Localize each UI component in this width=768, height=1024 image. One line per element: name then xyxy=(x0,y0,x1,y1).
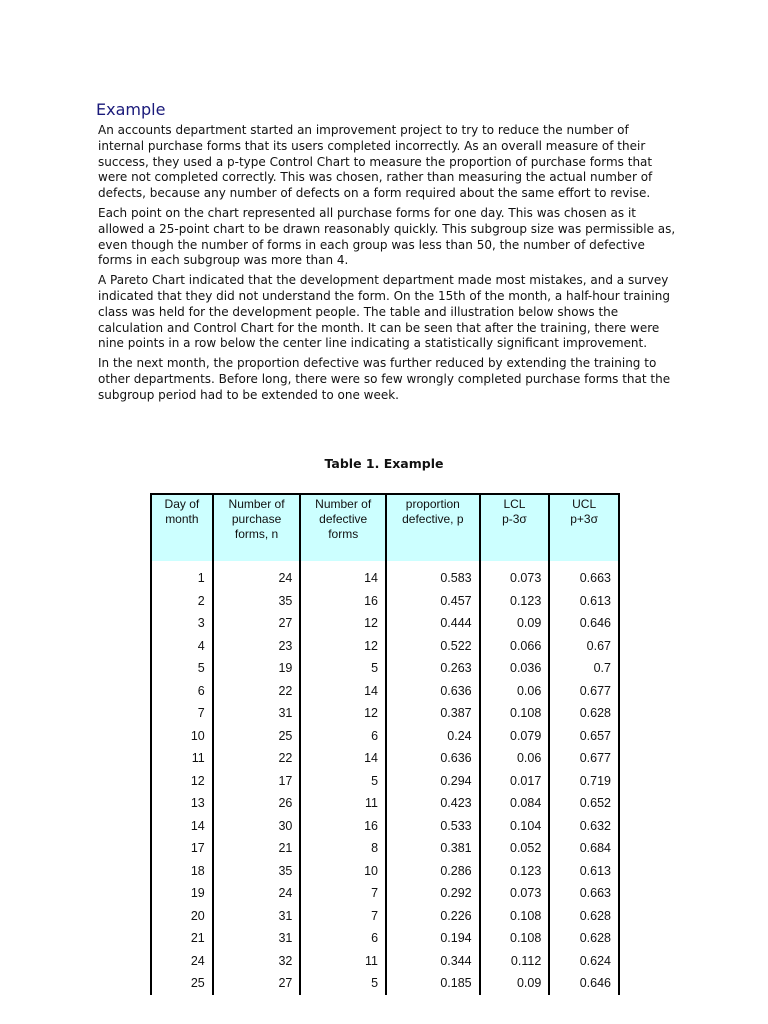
table-row xyxy=(151,680,619,703)
table-cell: 32 xyxy=(213,950,301,973)
column-header-line: UCL xyxy=(572,497,597,511)
table-cell: 0.344 xyxy=(386,950,480,973)
table-row xyxy=(151,950,619,973)
table-cell: 7 xyxy=(151,702,213,725)
table-cell: 14 xyxy=(300,747,386,770)
table-cell: 0.286 xyxy=(386,860,480,883)
table-cell: 0.294 xyxy=(386,770,480,793)
table-cell: 25 xyxy=(213,725,301,748)
table-cell: 0.073 xyxy=(480,561,550,590)
table-cell: 0.104 xyxy=(480,815,550,838)
table-cell: 11 xyxy=(300,950,386,973)
table-cell: 0.636 xyxy=(386,747,480,770)
table-cell: 0.646 xyxy=(549,612,619,635)
column-header-line: Number of xyxy=(315,497,372,511)
table-cell: 0.652 xyxy=(549,792,619,815)
column-header-line: forms xyxy=(328,527,359,541)
table-cell: 3 xyxy=(151,612,213,635)
paragraph: In the next month, the proportion defective was further reduced by extending the training to other departments. Before long, there were so few wrongly completed purchase forms that the subgroup period had to be extended to one week. xyxy=(98,356,671,402)
table-cell: 0.636 xyxy=(386,680,480,703)
table-cell: 0.066 xyxy=(480,635,550,658)
table-cell: 1 xyxy=(151,561,213,590)
column-header xyxy=(480,494,550,561)
table-row xyxy=(151,882,619,905)
table-cell: 24 xyxy=(213,882,301,905)
table-cell: 35 xyxy=(213,590,301,613)
table-cell: 12 xyxy=(300,635,386,658)
table-cell: 0.292 xyxy=(386,882,480,905)
table-cell: 0.017 xyxy=(480,770,550,793)
table-cell: 5 xyxy=(300,770,386,793)
table-cell: 0.67 xyxy=(549,635,619,658)
column-header-line: defective, p xyxy=(402,512,464,526)
table-cell: 0.677 xyxy=(549,680,619,703)
column-header-line: p+3σ xyxy=(570,512,599,526)
table-cell: 0.052 xyxy=(480,837,550,860)
table-cell: 13 xyxy=(151,792,213,815)
table-cell: 16 xyxy=(300,590,386,613)
table-cell: 31 xyxy=(213,905,301,928)
table-body xyxy=(151,561,619,995)
column-header xyxy=(386,494,480,561)
section-heading: Example xyxy=(96,100,166,119)
table-row xyxy=(151,657,619,680)
table-row xyxy=(151,612,619,635)
table-cell: 16 xyxy=(300,815,386,838)
table-cell: 0.719 xyxy=(549,770,619,793)
table-row xyxy=(151,770,619,793)
table-cell: 20 xyxy=(151,905,213,928)
table-cell: 21 xyxy=(213,837,301,860)
column-header-line: Day of xyxy=(164,497,200,511)
table-cell: 18 xyxy=(151,860,213,883)
table-cell: 4 xyxy=(151,635,213,658)
table-cell: 0.677 xyxy=(549,747,619,770)
table-cell: 0.613 xyxy=(549,590,619,613)
table-cell: 0.646 xyxy=(549,972,619,995)
table-cell: 14 xyxy=(300,680,386,703)
table-cell: 0.628 xyxy=(549,905,619,928)
table-cell: 11 xyxy=(151,747,213,770)
table-cell: 14 xyxy=(300,561,386,590)
table-cell: 0.123 xyxy=(480,860,550,883)
table-cell: 0.628 xyxy=(549,702,619,725)
table-row xyxy=(151,905,619,928)
table-cell: 0.09 xyxy=(480,972,550,995)
table-cell: 0.108 xyxy=(480,927,550,950)
table-cell: 24 xyxy=(213,561,301,590)
table-header-row xyxy=(151,494,619,561)
table-cell: 0.457 xyxy=(386,590,480,613)
column-header-line: forms, n xyxy=(234,527,279,541)
table-cell: 0.423 xyxy=(386,792,480,815)
table-cell: 0.06 xyxy=(480,747,550,770)
table-cell: 22 xyxy=(213,747,301,770)
table-cell: 8 xyxy=(300,837,386,860)
table-cell: 0.444 xyxy=(386,612,480,635)
paragraph: An accounts department started an improvement project to try to reduce the number of internal purchase forms that its users completed incorrectly. As an overall measure of their success, they used a p-type Control Chart to measure the proportion of purchase forms that were not completed correctly. This was chosen, rather than measuring the actual number of defects, because any number of defects on a form required about the same effort to revise. xyxy=(98,123,653,201)
table-cell: 0.628 xyxy=(549,927,619,950)
table-cell: 0.073 xyxy=(480,882,550,905)
table-cell: 12 xyxy=(300,702,386,725)
table-cell: 6 xyxy=(300,725,386,748)
table-cell: 0.185 xyxy=(386,972,480,995)
table-caption: Table 1. Example xyxy=(324,456,444,471)
table-row xyxy=(151,792,619,815)
column-header-line: month xyxy=(165,512,199,526)
table-cell: 31 xyxy=(213,702,301,725)
table-cell: 7 xyxy=(300,905,386,928)
table-cell: 11 xyxy=(300,792,386,815)
table-row xyxy=(151,837,619,860)
table-cell: 24 xyxy=(151,950,213,973)
table-cell: 0.663 xyxy=(549,561,619,590)
table-cell: 0.632 xyxy=(549,815,619,838)
table-cell: 0.533 xyxy=(386,815,480,838)
column-header-line: defective xyxy=(319,512,368,526)
column-header-line: purchase xyxy=(231,512,282,526)
paragraph: Each point on the chart represented all purchase forms for one day. This was chosen as it allowed a 25-point chart to be drawn reasonably quickly. This subgroup size was permissible as, even though the number of forms in each group was less than 50, the number of defective forms in each subgroup was more than 4. xyxy=(98,205,676,268)
table-cell: 0.583 xyxy=(386,561,480,590)
table-row xyxy=(151,815,619,838)
table-cell: 0.657 xyxy=(549,725,619,748)
body-text xyxy=(98,123,676,408)
data-table xyxy=(150,493,620,995)
table-cell: 0.663 xyxy=(549,882,619,905)
table-cell: 19 xyxy=(151,882,213,905)
table-cell: 0.684 xyxy=(549,837,619,860)
table-cell: 0.387 xyxy=(386,702,480,725)
table-row xyxy=(151,725,619,748)
table-cell: 22 xyxy=(213,680,301,703)
table-cell: 10 xyxy=(300,860,386,883)
table-cell: 6 xyxy=(300,927,386,950)
table-cell: 35 xyxy=(213,860,301,883)
table-cell: 0.381 xyxy=(386,837,480,860)
table-row xyxy=(151,927,619,950)
table-cell: 0.24 xyxy=(386,725,480,748)
table-cell: 0.226 xyxy=(386,905,480,928)
table-cell: 30 xyxy=(213,815,301,838)
table-row xyxy=(151,590,619,613)
table-cell: 0.036 xyxy=(480,657,550,680)
table-cell: 5 xyxy=(300,657,386,680)
table-cell: 5 xyxy=(151,657,213,680)
table-cell: 19 xyxy=(213,657,301,680)
column-header-line: p-3σ xyxy=(502,512,527,526)
table-cell: 14 xyxy=(151,815,213,838)
table-cell: 0.522 xyxy=(386,635,480,658)
table-cell: 12 xyxy=(151,770,213,793)
table-cell: 0.123 xyxy=(480,590,550,613)
table-cell: 23 xyxy=(213,635,301,658)
table-cell: 17 xyxy=(213,770,301,793)
column-header-line: Number of xyxy=(228,497,285,511)
table-cell: 0.079 xyxy=(480,725,550,748)
table-cell: 0.194 xyxy=(386,927,480,950)
table-cell: 25 xyxy=(151,972,213,995)
paragraph: A Pareto Chart indicated that the development department made most mistakes, and a survey indicated that they did not understand the form. On the 15th of the month, a half-hour training class was held for the development people. The table and illustration below shows the calculation and Control Chart for the month. It can be seen that after the training, there were nine points in a row below the center line indicating a statistically significant improvement. xyxy=(98,273,670,351)
table-cell: 7 xyxy=(300,882,386,905)
table-cell: 0.263 xyxy=(386,657,480,680)
table-row xyxy=(151,747,619,770)
table-row xyxy=(151,860,619,883)
column-header xyxy=(151,494,213,561)
column-header xyxy=(213,494,301,561)
table-cell: 2 xyxy=(151,590,213,613)
table-cell: 27 xyxy=(213,612,301,635)
table-row xyxy=(151,972,619,995)
column-header-line: proportion xyxy=(405,497,460,511)
table-cell: 0.112 xyxy=(480,950,550,973)
table-cell: 0.084 xyxy=(480,792,550,815)
table-cell: 17 xyxy=(151,837,213,860)
table-row xyxy=(151,561,619,590)
column-header xyxy=(300,494,386,561)
table-cell: 6 xyxy=(151,680,213,703)
table-cell: 0.613 xyxy=(549,860,619,883)
table-cell: 5 xyxy=(300,972,386,995)
table-cell: 0.624 xyxy=(549,950,619,973)
column-header-line: LCL xyxy=(503,497,526,511)
table-cell: 31 xyxy=(213,927,301,950)
table-cell: 27 xyxy=(213,972,301,995)
table-cell: 26 xyxy=(213,792,301,815)
table-cell: 0.09 xyxy=(480,612,550,635)
table-cell: 0.108 xyxy=(480,905,550,928)
table-cell: 0.108 xyxy=(480,702,550,725)
table-cell: 0.06 xyxy=(480,680,550,703)
table-cell: 21 xyxy=(151,927,213,950)
table-row xyxy=(151,702,619,725)
table-cell: 0.7 xyxy=(549,657,619,680)
table-row xyxy=(151,635,619,658)
table-cell: 12 xyxy=(300,612,386,635)
table-cell: 10 xyxy=(151,725,213,748)
column-header xyxy=(549,494,619,561)
